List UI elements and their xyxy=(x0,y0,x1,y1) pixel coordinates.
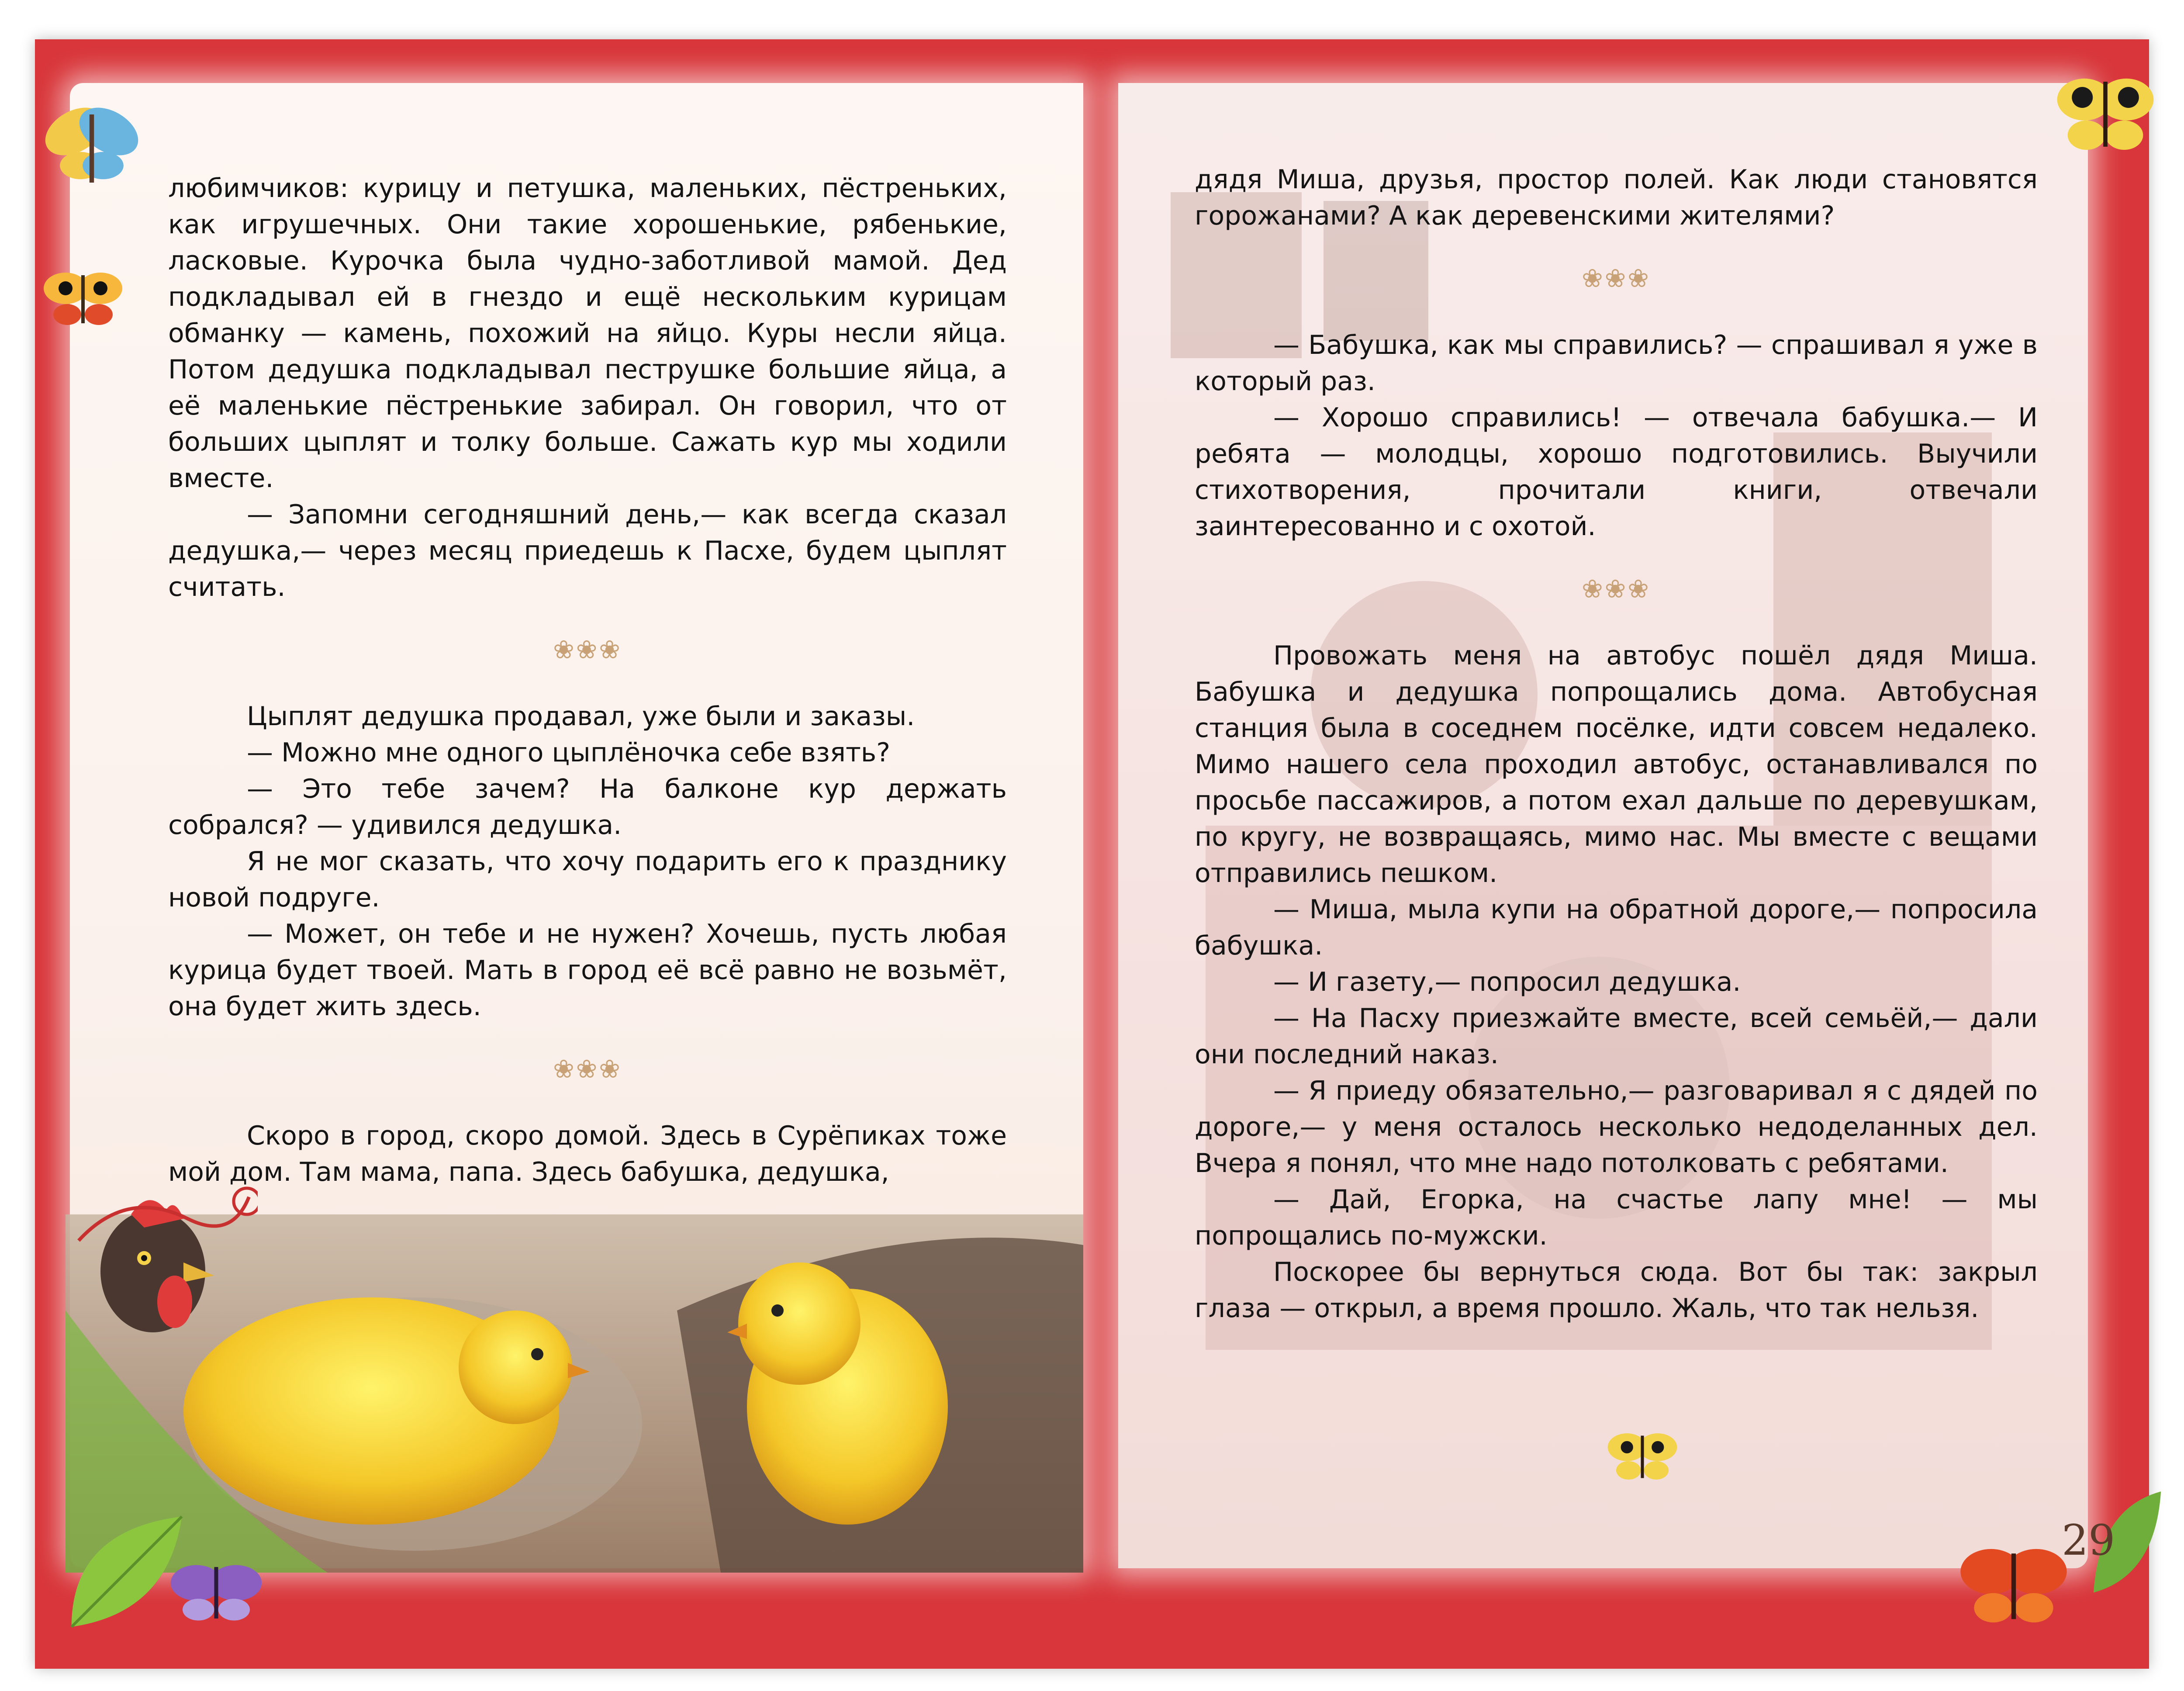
butterfly-icon xyxy=(1603,1424,1682,1490)
butterfly-icon xyxy=(1957,1538,2070,1634)
paragraph: — Может, он тебе и не нужен? Хочешь, пусть любая курица будет твоей. Мать в город её всё равно не возьмёт, она будет жить здесь. xyxy=(168,919,1007,1022)
paragraph: Я не мог сказать, что хочу подарить его к празднику новой подруге. xyxy=(168,846,1007,913)
swirl-ornament xyxy=(74,1171,258,1258)
paragraph: — На Пасху приезжайте вместе, всей семьёй,— дали они последний наказ. xyxy=(1195,1003,2038,1070)
paragraph: дядя Миша, друзья, простор полей. Как люди становятся горожанами? А как деревенскими жителями? xyxy=(1195,164,2038,231)
paragraph: Цыплят дедушка продавал, уже были и заказы. xyxy=(247,701,915,732)
paragraph: — И газету,— попросил дедушка. xyxy=(1273,967,1741,997)
paragraph: Поскорее бы вернуться сюда. Вот бы так: закрыл глаза — открыл, а время прошло. Жаль, что так нельзя. xyxy=(1195,1257,2038,1324)
asterism-ornament: ❀❀❀ xyxy=(1582,263,1651,293)
paragraph: Провожать меня на автобус пошёл дядя Миша. Бабушка и дедушка попрощались дома. Автобусная станция была в соседнем посёлке, идти совсем недалеко. Мимо нашего села проходил автобус, останавливался по просьбе пассажиров, а потом ехал дальше по деревушкам, по кругу, не возвращаясь, мимо нас. Мы вместе с вещами отправились пешком. xyxy=(1195,640,2038,889)
paragraph: — Бабушка, как мы справились? — спрашивал я уже в который раз. xyxy=(1195,330,2038,397)
leaf-icon xyxy=(57,1503,197,1634)
asterism-ornament: ❀❀❀ xyxy=(1582,574,1651,604)
paragraph: — Миша, мыла купи на обратной дороге,— попросила бабушка. xyxy=(1195,894,2038,961)
paragraph: — Хорошо справились! — отвечала бабушка.— И ребята — молодцы, хорошо подготовились. Выучили стихотворения, прочитали книги, отвечали заинтересованно и с охотой. xyxy=(1195,402,2038,542)
butterfly-icon xyxy=(2053,66,2158,166)
paragraph: — Дай, Егорка, на счастье лапу мне! — мы попрощались по-мужски. xyxy=(1195,1184,2038,1251)
right-page-text xyxy=(1195,162,2038,1327)
paragraph: — Это тебе зачем? На балконе кур держать собрался? — удивился дедушка. xyxy=(168,774,1007,840)
paragraph: Скоро в город, скоро домой. Здесь в Сурёпиках тоже мой дом. Там мама, папа. Здесь бабушка, дедушка, xyxy=(168,1120,1007,1187)
paragraph: — Можно мне одного цыплёночка себе взять? xyxy=(247,737,891,768)
asterism-ornament: ❀❀❀ xyxy=(553,1054,622,1084)
paragraph: — Я приеду обязательно,— разговаривал я с дядей по дороге,— у меня осталось несколько недоделанных дел. Вчера я понял, что мне надо потолковать с ребятами. xyxy=(1195,1075,2038,1179)
butterfly-icon xyxy=(35,92,149,205)
paragraph: — Запомни сегодняшний день,— как всегда сказал дедушка,— через месяц приедешь к Пасхе, будем цыплят считать. xyxy=(168,499,1007,602)
page-number: 29 xyxy=(2062,1516,2115,1565)
left-page-text xyxy=(168,170,1007,1190)
asterism-ornament: ❀❀❀ xyxy=(553,635,622,664)
butterfly-icon xyxy=(39,262,127,336)
paragraph: любимчиков: курицу и петушка, маленьких, пёстреньких, как игрушечных. Они такие хорошенькие, рябенькие, ласковые. Курочка была чудно-заботливой мамой. Дед подкладывал ей в гнездо и ещё нескольким курицам обманку — камень, похожий на яйцо. Куры несли яйца. Потом дедушка подкладывал пеструшке большие яйца, а её маленькие пёстренькие забирал. Он говорил, что от больших цыплят и толку больше. Сажать кур мы ходили вместе. xyxy=(168,173,1007,494)
